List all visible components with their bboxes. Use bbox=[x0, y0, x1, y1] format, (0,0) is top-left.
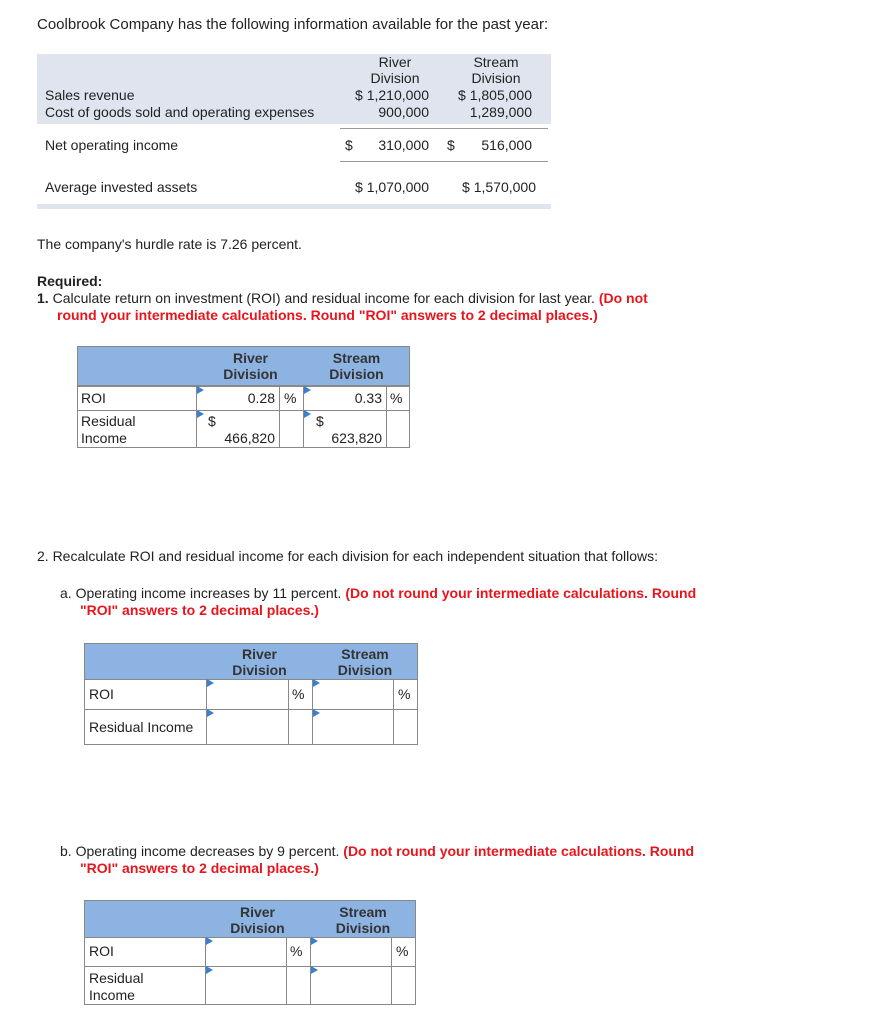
cogs-stream: 1,289,000 bbox=[469, 104, 532, 120]
q2b-roi-stream-input[interactable] bbox=[310, 937, 392, 967]
q2a-ri-river-blank bbox=[288, 709, 313, 745]
assets-river: $ 1,070,000 bbox=[355, 179, 429, 195]
q2a-ri-river-input[interactable] bbox=[206, 709, 289, 745]
q2b-roi-stream-marker-icon bbox=[311, 937, 318, 945]
info-col-river: River Division bbox=[370, 54, 420, 86]
q1-roi-stream-pct: % bbox=[390, 390, 403, 406]
q1-instruction: round your intermediate calculations. Round "ROI" answers to 2 decimal places.) bbox=[57, 307, 598, 323]
q1-col-stream: Stream Division bbox=[329, 350, 384, 382]
q2b-ri-stream-input[interactable] bbox=[310, 966, 392, 1005]
q2b-ri-stream-marker-icon bbox=[311, 966, 318, 974]
q2a-col-stream: Stream Division bbox=[337, 646, 393, 678]
noi-river-symbol: $ bbox=[345, 137, 353, 153]
row-label-assets: Average invested assets bbox=[45, 179, 198, 195]
noi-stream: 516,000 bbox=[481, 137, 532, 153]
rule-stream-1 bbox=[431, 128, 548, 129]
q2a-roi-river-pct: % bbox=[292, 686, 305, 702]
q1-ri-stream-marker-icon bbox=[304, 410, 311, 418]
q2a-ri-stream-marker-icon bbox=[313, 709, 320, 717]
q2b-roi-river-pct: % bbox=[290, 943, 303, 959]
intro-text: Coolbrook Company has the following information available for the past year: bbox=[37, 16, 549, 33]
q1-text: 1. Calculate return on investment (ROI) and residual income for each division for last year. (Do not bbox=[37, 290, 648, 306]
rule-river-2 bbox=[340, 161, 431, 162]
q1-ri-river-value: 466,820 bbox=[224, 430, 275, 446]
q2b-ri-stream-blank bbox=[391, 966, 416, 1005]
q2a-instruction: "ROI" answers to 2 decimal places.) bbox=[80, 602, 319, 618]
q2-text: 2. Recalculate ROI and residual income for each division for each independent situation that follows: bbox=[37, 548, 659, 564]
q1-roi-stream-value: 0.33 bbox=[354, 390, 382, 406]
q2a-col-river: River Division bbox=[232, 646, 287, 678]
noi-river: 310,000 bbox=[378, 137, 429, 153]
q2b-roi-stream-pct: % bbox=[396, 943, 409, 959]
q2b-col-stream: Stream Division bbox=[335, 904, 391, 936]
q1-ri-river-marker-icon bbox=[197, 410, 204, 418]
required-heading: Required: bbox=[37, 273, 103, 289]
q1-roi-river-pct: % bbox=[284, 390, 297, 406]
q1-ri-stream-symbol: $ bbox=[316, 413, 324, 429]
q2b-instruction: "ROI" answers to 2 decimal places.) bbox=[80, 860, 319, 876]
q2b-roi-river-marker-icon bbox=[206, 937, 213, 945]
q2a-text: a. Operating income increases by 11 percent. (Do not round your intermediate calculations. Round bbox=[60, 585, 697, 601]
q2a-roi-river-marker-icon bbox=[207, 679, 214, 687]
q1-ri-stream-blank bbox=[386, 410, 410, 448]
hurdle-text: The company's hurdle rate is 7.26 percent. bbox=[37, 236, 302, 252]
q2b-ri-river-input[interactable] bbox=[205, 966, 287, 1005]
info-col-stream: Stream Division bbox=[471, 54, 521, 86]
q2b-ri-river-blank bbox=[286, 966, 311, 1005]
q1-roi-stream-marker-icon bbox=[304, 386, 311, 394]
q2a-roi-stream-input[interactable] bbox=[312, 679, 394, 710]
q1-col-river: River Division bbox=[223, 350, 278, 382]
q1-roi-label: ROI bbox=[81, 390, 106, 406]
q2b-ri-label: Residual Income bbox=[89, 970, 144, 1003]
info-bottom-band bbox=[37, 204, 551, 209]
q2a-ri-river-marker-icon bbox=[207, 709, 214, 717]
q2a-ri-stream-blank bbox=[393, 709, 418, 745]
q2b-col-river: River Division bbox=[230, 904, 285, 936]
q1-ri-river-symbol: $ bbox=[208, 413, 216, 429]
rule-river-1 bbox=[340, 128, 431, 129]
q2a-roi-stream-marker-icon bbox=[313, 679, 320, 687]
sales-river: $ 1,210,000 bbox=[355, 87, 429, 103]
q1-ri-stream-value: 623,820 bbox=[331, 430, 382, 446]
q2b-ri-river-marker-icon bbox=[206, 966, 213, 974]
sales-stream: $ 1,805,000 bbox=[458, 87, 532, 103]
q2b-roi-label: ROI bbox=[89, 943, 114, 959]
rule-stream-2 bbox=[431, 161, 548, 162]
q1-ri-river-blank bbox=[279, 410, 304, 448]
cogs-river: 900,000 bbox=[378, 104, 429, 120]
q2a-roi-stream-pct: % bbox=[398, 686, 411, 702]
assets-stream: $ 1,570,000 bbox=[462, 179, 536, 195]
q2b-text: b. Operating income decreases by 9 percent. (Do not round your intermediate calculations. Round bbox=[60, 843, 695, 859]
q2a-ri-label: Residual Income bbox=[89, 719, 194, 735]
row-label-noi: Net operating income bbox=[45, 137, 179, 153]
noi-stream-symbol: $ bbox=[447, 137, 455, 153]
q2a-roi-river-input[interactable] bbox=[206, 679, 289, 710]
q2a-roi-label: ROI bbox=[89, 686, 114, 702]
row-label-cogs: Cost of goods sold and operating expenses bbox=[45, 104, 315, 120]
q1-roi-river-value: 0.28 bbox=[247, 390, 275, 406]
q1-ri-label: Residual Income bbox=[81, 413, 136, 446]
q1-roi-river-marker-icon bbox=[197, 386, 204, 394]
q2b-roi-river-input[interactable] bbox=[205, 937, 287, 967]
row-label-sales: Sales revenue bbox=[45, 87, 135, 103]
q2a-ri-stream-input[interactable] bbox=[312, 709, 394, 745]
